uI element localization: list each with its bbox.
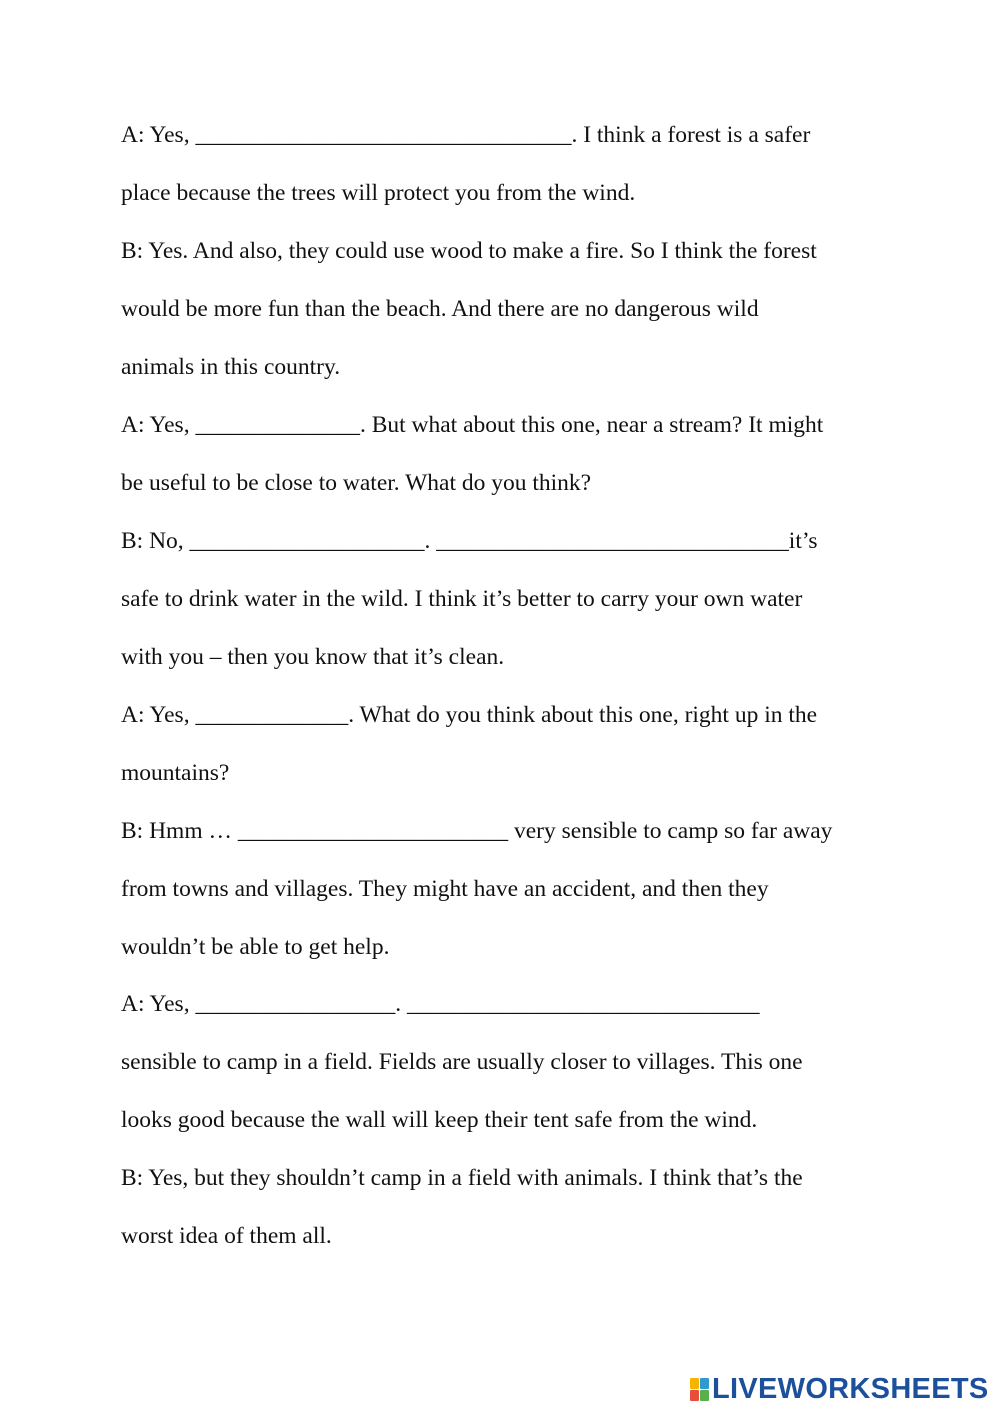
dialogue-line: be useful to be close to water. What do you think? <box>121 470 592 496</box>
logo-text: LIVEWORKSHEETS <box>712 1372 989 1405</box>
dialogue-line: with you – then you know that it’s clean. <box>121 644 505 670</box>
dialogue-line: mountains? <box>121 760 230 786</box>
logo-block <box>690 1378 699 1389</box>
dialogue-line: looks good because the wall will keep their tent safe from the wind. <box>121 1107 758 1133</box>
dialogue-line: animals in this country. <box>121 354 341 380</box>
dialogue-line: A: Yes, ________________________________. I think a forest is a safer <box>121 122 811 148</box>
dialogue-line: A: Yes, _____________. What do you think about this one, right up in the <box>121 702 818 728</box>
dialogue-line: B: Yes. And also, they could use wood to make a fire. So I think the forest <box>121 238 817 264</box>
dialogue-line: wouldn’t be able to get help. <box>121 934 390 960</box>
dialogue-line: B: Hmm … _______________________ very sensible to camp so far away <box>121 818 833 844</box>
dialogue-line: A: Yes, _________________. ______________________________ <box>121 991 760 1017</box>
dialogue-line: B: No, ____________________. ______________________________it’s <box>121 528 818 554</box>
dialogue-line: B: Yes, but they shouldn’t camp in a field with animals. I think that’s the <box>121 1165 803 1191</box>
dialogue-line: sensible to camp in a field. Fields are usually closer to villages. This one <box>121 1049 803 1075</box>
dialogue-line: A: Yes, ______________. But what about this one, near a stream? It might <box>121 412 824 438</box>
logo-block <box>700 1378 709 1389</box>
logo-block <box>690 1390 699 1401</box>
dialogue-line: place because the trees will protect you from the wind. <box>121 180 636 206</box>
dialogue-line: would be more fun than the beach. And there are no dangerous wild <box>121 296 759 322</box>
liveworksheets-logo[interactable] <box>690 1369 989 1409</box>
dialogue-line: from towns and villages. They might have an accident, and then they <box>121 876 769 902</box>
dialogue-line: worst idea of them all. <box>121 1223 332 1249</box>
logo-block <box>700 1390 709 1401</box>
dialogue-line: safe to drink water in the wild. I think it’s better to carry your own water <box>121 586 803 612</box>
liveworksheets-logo-icon <box>690 1378 709 1401</box>
